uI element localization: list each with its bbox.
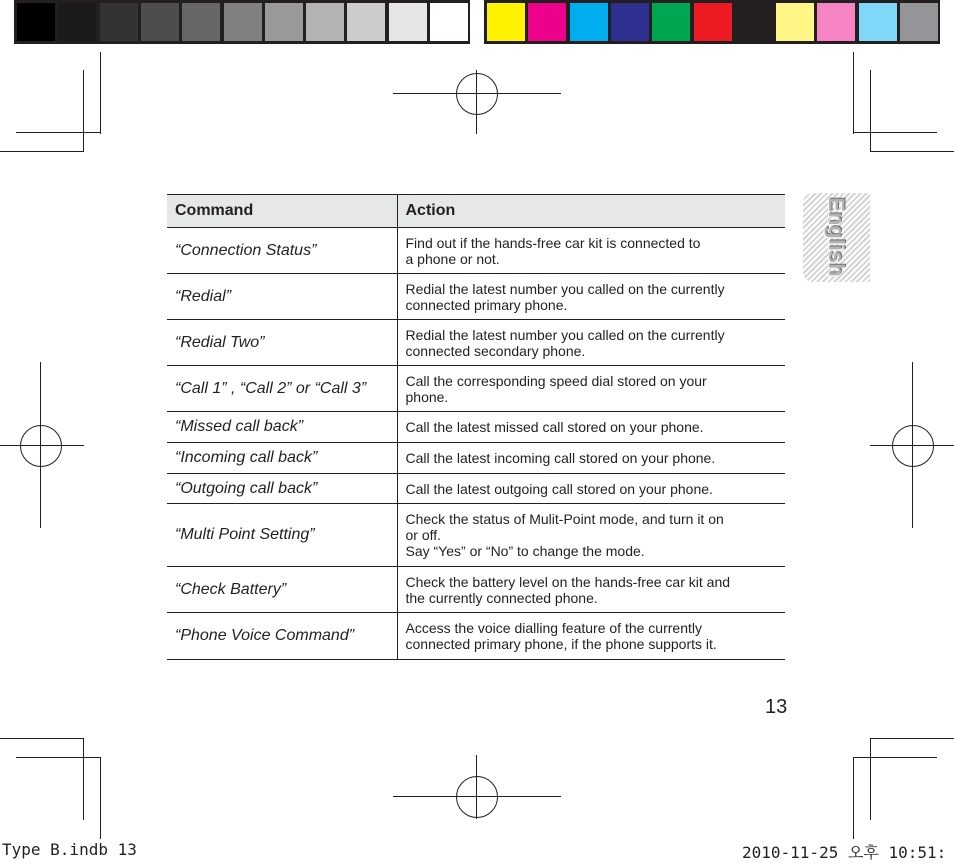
action-cell: Check the battery level on the hands-free car kit and the currently connected phone. [397, 567, 785, 613]
crop-mark [83, 70, 84, 152]
slug-file-name: Type B.indb 13 [2, 840, 137, 859]
color-swatch [900, 3, 938, 41]
crop-mark [0, 738, 84, 739]
color-swatch [694, 3, 732, 41]
table-row [167, 412, 785, 443]
command-cell: “Incoming call back” [167, 443, 397, 474]
action-cell: Find out if the hands-free car kit is connected to a phone or not. [397, 228, 785, 274]
table-row [167, 567, 785, 613]
table-row [167, 474, 785, 504]
page-number: 13 [765, 696, 788, 718]
color-swatch [735, 3, 773, 41]
gray-swatch [100, 3, 138, 41]
command-cell: “Redial” [167, 274, 397, 320]
table-header-row [167, 195, 785, 228]
crop-mark [870, 738, 871, 820]
crop-mark [853, 757, 854, 839]
table-row [167, 613, 785, 660]
command-cell: “Redial Two” [167, 320, 397, 366]
table-row [167, 504, 785, 567]
command-cell: “Call 1” , “Call 2” or “Call 3” [167, 366, 397, 412]
language-tab [803, 193, 870, 282]
language-tab-label: English [824, 197, 849, 277]
action-cell: Call the latest outgoing call stored on your phone. [397, 474, 785, 504]
command-cell: “Outgoing call back” [167, 474, 397, 504]
table-row [167, 320, 785, 366]
crop-mark [16, 132, 100, 133]
table-row [167, 274, 785, 320]
crop-mark [0, 151, 84, 152]
crop-mark [83, 738, 84, 820]
action-cell: Call the corresponding speed dial stored on your phone. [397, 366, 785, 412]
gray-swatch [265, 3, 303, 41]
gray-swatch [182, 3, 220, 41]
gray-swatch [306, 3, 344, 41]
gray-swatch [224, 3, 262, 41]
slug-timestamp: 2010-11-25 오후 10:51: [742, 843, 947, 862]
crop-mark [853, 757, 937, 758]
action-column-header: Action [397, 195, 785, 228]
grayscale-calibration-bar [14, 0, 470, 44]
action-cell: Redial the latest number you called on the currently connected secondary phone. [397, 320, 785, 366]
gray-swatch [430, 3, 468, 41]
action-cell: Call the latest missed call stored on your phone. [397, 412, 785, 443]
gray-swatch [17, 3, 55, 41]
voice-command-table [167, 194, 785, 660]
color-swatch [570, 3, 608, 41]
crop-mark [853, 52, 854, 134]
crop-mark [100, 52, 101, 134]
table-row [167, 366, 785, 412]
crop-mark [16, 757, 100, 758]
color-calibration-bar [484, 0, 940, 44]
gray-swatch [389, 3, 427, 41]
color-swatch [528, 3, 566, 41]
action-cell: Access the voice dialling feature of the currently connected primary phone, if the phone supports it. [397, 613, 785, 660]
color-swatch [776, 3, 814, 41]
crop-mark [870, 151, 954, 152]
crop-mark [870, 70, 871, 152]
action-cell: Redial the latest number you called on the currently connected primary phone. [397, 274, 785, 320]
table-row [167, 443, 785, 474]
action-cell: Call the latest incoming call stored on your phone. [397, 443, 785, 474]
color-swatch [611, 3, 649, 41]
gray-swatch [58, 3, 96, 41]
action-cell: Check the status of Mulit-Point mode, and turn it on or off. Say “Yes” or “No” to change the mode. [397, 504, 785, 567]
color-swatch [487, 3, 525, 41]
color-swatch [817, 3, 855, 41]
gray-swatch [347, 3, 385, 41]
table-row [167, 228, 785, 274]
color-swatch [859, 3, 897, 41]
command-column-header: Command [167, 195, 397, 228]
crop-mark [870, 738, 954, 739]
command-cell: “Connection Status” [167, 228, 397, 274]
command-cell: “Missed call back” [167, 412, 397, 443]
gray-swatch [141, 3, 179, 41]
command-cell: “Multi Point Setting” [167, 504, 397, 567]
color-swatch [652, 3, 690, 41]
crop-mark [853, 132, 937, 133]
crop-mark [100, 757, 101, 839]
command-cell: “Phone Voice Command” [167, 613, 397, 660]
command-cell: “Check Battery” [167, 567, 397, 613]
